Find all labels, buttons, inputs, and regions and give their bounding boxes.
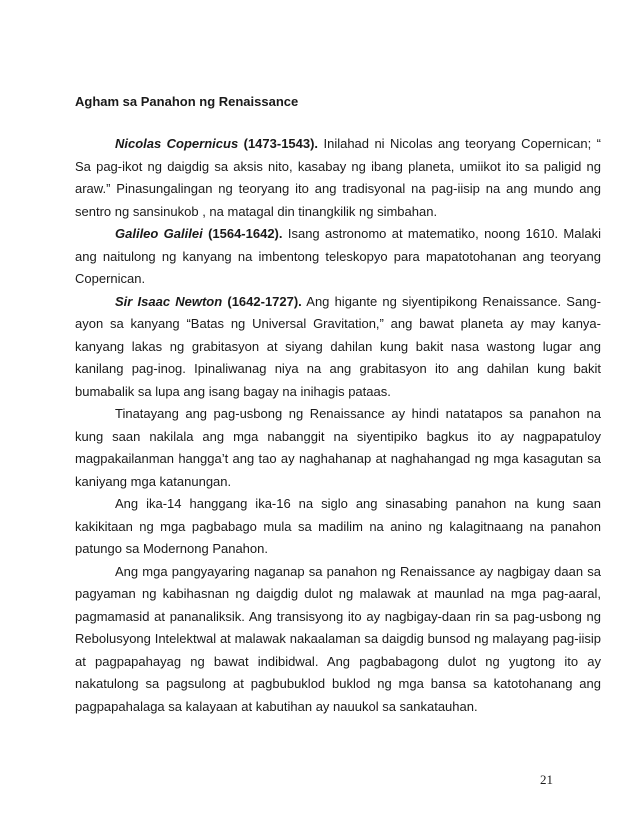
paragraph-copernicus <box>75 133 601 223</box>
scientist-name-copernicus: Nicolas Copernicus <box>115 136 239 151</box>
paragraph-text-newton: Ang higante ng siyentipikong Renaissance. Sang-ayon sa kanyang “Batas ng Universal Gravitation,” ang bawat planeta ay may kanya-kanyang lakas ng grabitasyon at siyang dahilan kung bakit nasa wastong lugar ang kanilang pag-inog. Ipinaliwanag niya na ang grabitasyon ito ang dahilan kung bakit bumabalik sa lupa ang isang bagay na inihagis pataas. <box>75 293 601 399</box>
paragraph-renaissance-continuation: Tinatayang ang pag-usbong ng Renaissance ay hindi natatapos sa panahon na kung saan nakilala ang mga nabanggit na siyentipiko bagkus ito ay nagpapatuloy magpakailanman hangga’t ang tao ay naghahanap at naghahangad ng mga kasagutan sa kaniyang mga katanungan. <box>75 406 601 489</box>
body-text <box>75 133 601 718</box>
paragraph-centuries: Ang ika-14 hanggang ika-16 na siglo ang sinasabing panahon na kung saan kakikitaan ng mga pagbabago mula sa madilim na anino ng kalagitnaang na panahon patungo sa Modernong Panahon. <box>75 496 601 556</box>
scientist-name-newton: Sir Isaac Newton <box>115 293 223 309</box>
scientist-name-galileo: Galileo Galilei <box>115 226 203 241</box>
paragraph-text-galileo: Isang astronomo at matematiko, noong 1610. Malaki ang naitulong ng kanyang na imbentong teleskopyo para mapatotohanan ang teoryang Copernican. <box>75 226 601 286</box>
scientist-years-copernicus: (1473-1543). <box>243 136 319 151</box>
section-heading: Agham sa Panahon ng Renaissance <box>75 94 299 109</box>
paragraph-galileo <box>75 223 601 291</box>
page-number: 21 <box>540 772 553 787</box>
paragraph-civilization: Ang mga pangyayaring naganap sa panahon ng Renaissance ay nagbigay daan sa pagyaman ng kabihasnan ng daigdig dulot ng malawak at maunlad na mga pag-aaral, pagmamasid at pananaliksik. Ang transisyong ito ay nagbigay-daan rin sa pag-usbong ng Rebolusyong Intelektwal at malawak nakaalaman sa daigdig bunsod ng malayang pag-iisip at pagpapahayag ng bawat indibidwal. Ang pagbabagong dulot ng yugtong ito ay nakatulong sa pagsulong at pagbubuklod buklod ng mga bansa sa katotohanang ang pagpapahalaga sa kalayaan at kabutihan ay nauukol sa sankatauhan. <box>75 563 601 714</box>
scientist-years-newton: (1642-1727). <box>227 293 302 309</box>
paragraph-newton <box>75 291 601 404</box>
scientist-years-galileo: (1564-1642). <box>208 226 283 241</box>
paragraph-text-copernicus: Inilahad ni Nicolas ang teoryang Copernican; “ Sa pag-ikot ng daigdig sa aksis nito, kasabay ng ibang planeta, umiikot ito sa paligid ng araw.” Pinasungalingan ng teoryang ito ang tradisyonal na pag-iisip na ang mundo ang sentro ng sansinukob , na matagal din tinangkilik ng simbahan. <box>75 136 601 219</box>
